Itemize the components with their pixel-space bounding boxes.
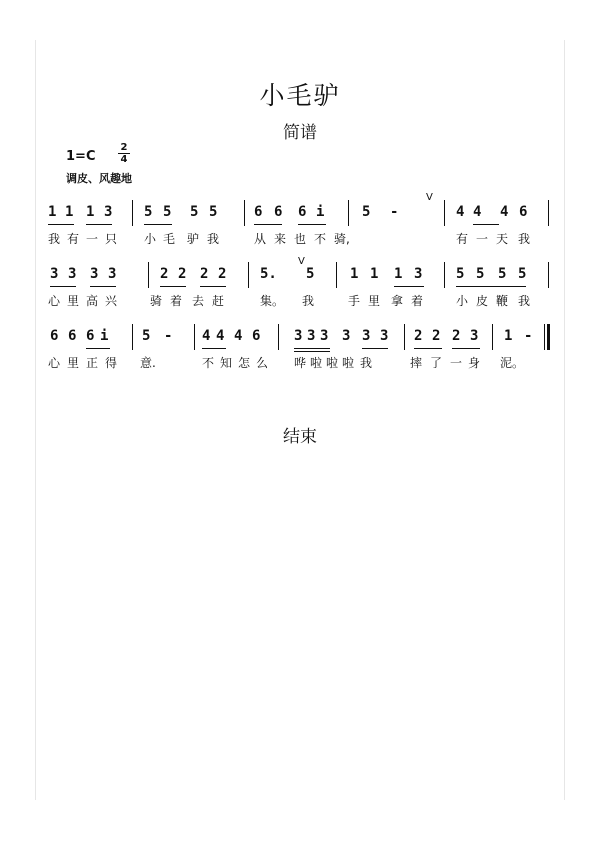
time-signature-bottom: 4: [120, 154, 128, 165]
note: 4: [473, 204, 482, 220]
lyric: 么: [256, 356, 269, 370]
note: 2: [452, 328, 461, 344]
note: i: [100, 328, 109, 344]
notes-row: [48, 322, 553, 354]
score-line-3: [48, 322, 553, 376]
beam-underline: [473, 224, 499, 225]
note: 6: [50, 328, 59, 344]
note: 3: [108, 266, 117, 282]
final-barline: [544, 324, 550, 350]
barline: [132, 200, 133, 226]
beam-underline: [86, 224, 112, 225]
note: 3: [470, 328, 479, 344]
song-title: 小毛驴: [259, 81, 341, 110]
beam-underline: [48, 224, 74, 225]
lyric: 得: [105, 356, 118, 370]
lyric: 我: [207, 232, 220, 246]
barline: [244, 200, 245, 226]
note: 5: [163, 204, 172, 220]
lyric: 我: [302, 294, 315, 308]
note: 6: [298, 204, 307, 220]
note: i: [316, 204, 325, 220]
note: 5: [476, 266, 485, 282]
beam-underline: [294, 351, 330, 352]
score-line-1: [48, 192, 553, 252]
lyric: 泥。: [500, 356, 525, 370]
beam-underline: [160, 286, 186, 287]
lyric: 来: [274, 232, 287, 246]
note: 6: [254, 204, 263, 220]
barline: [194, 324, 195, 350]
barline: [278, 324, 279, 350]
lyric: 了: [430, 356, 443, 370]
lyric: 手: [348, 294, 361, 308]
lyric: 天: [496, 232, 509, 246]
lyric: 正: [86, 356, 99, 370]
note: 3: [90, 266, 99, 282]
breath-mark: V: [426, 192, 433, 203]
note: 4: [202, 328, 211, 344]
note: 3: [342, 328, 351, 344]
note: -: [524, 328, 533, 344]
lyric: 一: [86, 232, 99, 246]
lyric: 兴: [105, 294, 118, 308]
barline: [548, 262, 549, 288]
lyric: 不: [314, 232, 327, 246]
note: 4: [456, 204, 465, 220]
lyric: 我: [518, 232, 531, 246]
lyric: 骑: [150, 294, 163, 308]
lyric: 有: [456, 232, 469, 246]
lyric: 我: [48, 232, 61, 246]
end-label: 结束: [283, 427, 317, 447]
lyric: 着: [170, 294, 183, 308]
tempo-marking: 调皮、风趣地: [66, 172, 132, 185]
barline: [444, 200, 445, 226]
beam-underline: [50, 286, 76, 287]
beam-underline: [254, 224, 282, 225]
note: 1: [504, 328, 513, 344]
lyric: 里: [67, 294, 80, 308]
note: 1: [394, 266, 403, 282]
lyrics-row: [48, 292, 553, 314]
note: 5: [498, 266, 507, 282]
note: 3: [362, 328, 371, 344]
note: 1: [65, 204, 74, 220]
lyrics-row: [48, 354, 553, 376]
lyric: 也: [294, 232, 307, 246]
note: 1: [86, 204, 95, 220]
note: 5: [190, 204, 199, 220]
beam-underline: [298, 224, 326, 225]
beam-underline: [294, 348, 330, 349]
time-signature: [117, 142, 131, 165]
note: 3: [294, 328, 303, 344]
lyric: 驴: [187, 232, 200, 246]
beam-underline: [452, 348, 480, 349]
lyric: 我: [360, 356, 373, 370]
note: 5: [144, 204, 153, 220]
note: 4: [216, 328, 225, 344]
lyric: 我: [518, 294, 531, 308]
lyric: 心: [48, 294, 61, 308]
lyric: 不: [202, 356, 215, 370]
note: 6: [274, 204, 283, 220]
lyric: 骑,: [334, 232, 350, 246]
note: -: [164, 328, 173, 344]
note: 5: [456, 266, 465, 282]
beam-underline: [202, 348, 226, 349]
barline: [348, 200, 349, 226]
barline: [548, 200, 549, 226]
lyric: 知: [220, 356, 233, 370]
lyric: 心: [48, 356, 61, 370]
note: 2: [432, 328, 441, 344]
note: 6: [68, 328, 77, 344]
lyric: 去: [192, 294, 205, 308]
sheet-page: [35, 40, 565, 800]
note: 6: [86, 328, 95, 344]
note: 1: [370, 266, 379, 282]
barline: [336, 262, 337, 288]
note: 4: [234, 328, 243, 344]
note: 1: [48, 204, 57, 220]
note: 5: [362, 204, 371, 220]
lyric: 哗: [294, 356, 307, 370]
lyric: 有: [67, 232, 80, 246]
note: 2: [414, 328, 423, 344]
beam-underline: [144, 224, 172, 225]
beam-underline: [362, 348, 388, 349]
lyric: 摔: [410, 356, 423, 370]
note: 2: [200, 266, 209, 282]
lyric: 里: [67, 356, 80, 370]
beam-underline: [456, 286, 526, 287]
note: 5: [209, 204, 218, 220]
lyrics-row: [48, 230, 553, 252]
note: 3: [68, 266, 77, 282]
lyric: 小: [144, 232, 157, 246]
note: 3: [50, 266, 59, 282]
lyric: 只: [105, 232, 118, 246]
lyric: 从: [254, 232, 267, 246]
note: 2: [218, 266, 227, 282]
barline: [248, 262, 249, 288]
note: 5.: [260, 266, 277, 282]
notation-subtitle: 简谱: [283, 123, 317, 143]
lyric: 鞭: [496, 294, 509, 308]
beam-underline: [90, 286, 116, 287]
note: 3: [104, 204, 113, 220]
note: 5: [518, 266, 527, 282]
note: 2: [178, 266, 187, 282]
barline: [148, 262, 149, 288]
notes-row: [48, 256, 553, 292]
lyric: 啦: [326, 356, 339, 370]
lyric: 一: [476, 232, 489, 246]
note: 3: [380, 328, 389, 344]
beam-underline: [414, 348, 442, 349]
beam-underline: [394, 286, 424, 287]
note: 1: [350, 266, 359, 282]
lyric: 里: [368, 294, 381, 308]
key-signature: 1=C: [66, 149, 96, 164]
lyric: 着: [411, 294, 424, 308]
lyric: 集。: [260, 294, 285, 308]
lyric: 赶: [212, 294, 225, 308]
lyric: 皮: [476, 294, 489, 308]
lyric: 意.: [140, 356, 156, 370]
note: 6: [519, 204, 528, 220]
note: -: [390, 204, 399, 220]
lyric: 高: [86, 294, 99, 308]
time-signature-top: 2: [120, 142, 128, 153]
lyric: 身: [468, 356, 481, 370]
notes-row: [48, 192, 553, 230]
beam-underline: [86, 348, 110, 349]
lyric: 毛: [163, 232, 176, 246]
note: 3: [320, 328, 329, 344]
lyric: 一: [450, 356, 463, 370]
beam-underline: [200, 286, 226, 287]
note: 4: [500, 204, 509, 220]
lyric: 啦: [342, 356, 355, 370]
lyric: 拿: [391, 294, 404, 308]
note: 2: [160, 266, 169, 282]
note: 6: [252, 328, 261, 344]
lyric: 小: [456, 294, 469, 308]
note: 5: [306, 266, 315, 282]
note: 5: [142, 328, 151, 344]
score-line-2: [48, 256, 553, 314]
breath-mark: V: [298, 256, 305, 267]
note: 3: [307, 328, 316, 344]
barline: [444, 262, 445, 288]
barline: [492, 324, 493, 350]
note: 3: [414, 266, 423, 282]
barline: [404, 324, 405, 350]
barline: [132, 324, 133, 350]
lyric: 怎: [238, 356, 251, 370]
lyric: 啦: [310, 356, 323, 370]
